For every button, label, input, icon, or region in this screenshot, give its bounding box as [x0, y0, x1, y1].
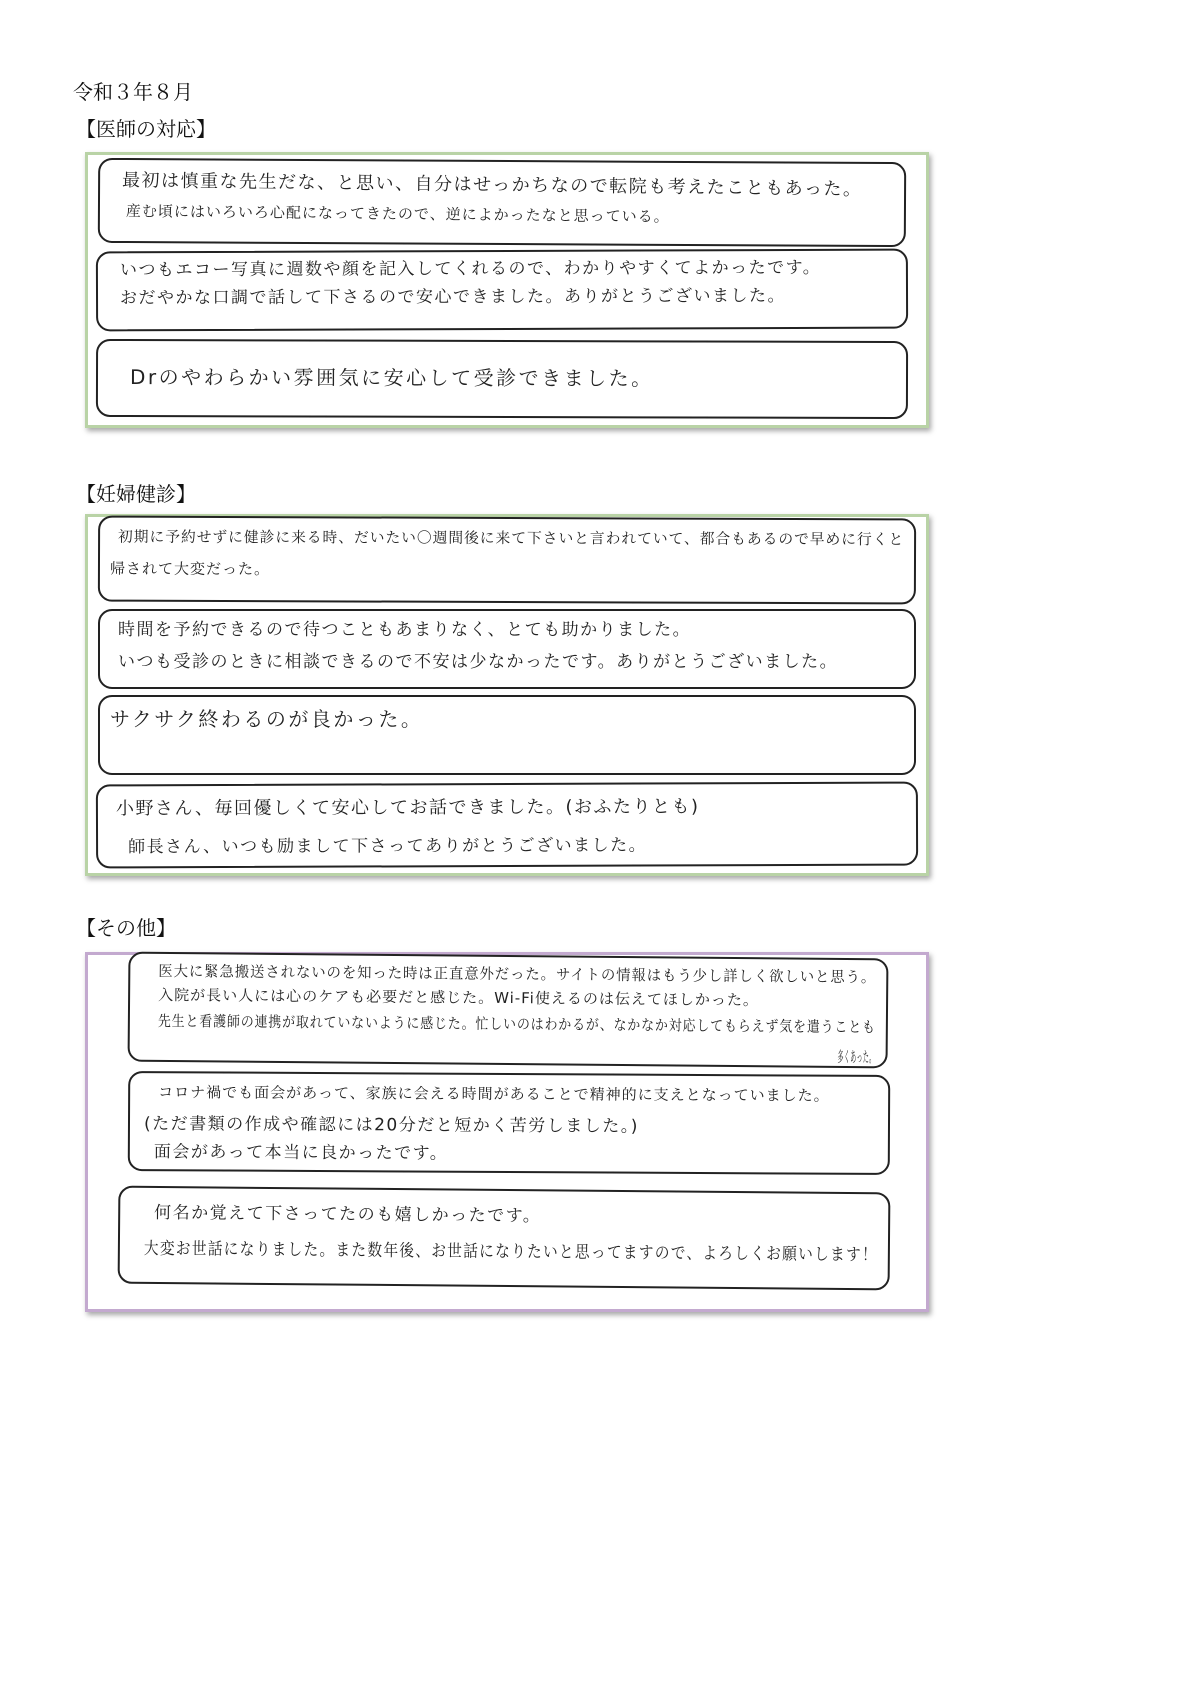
comment-box	[118, 1186, 891, 1291]
comment-box	[128, 952, 889, 1069]
comment-line: サクサク終わるのが良かった。	[110, 707, 424, 731]
comment-box	[98, 695, 916, 775]
comment-line: 何名か覚えて下さってたのも嬉しかったです。	[154, 1202, 542, 1227]
comment-line: いつもエコー写真に週数や顔を記入してくれるので、わかりやすくてよかったです。	[119, 257, 822, 281]
comment-box	[128, 1071, 891, 1175]
comment-box	[96, 782, 918, 869]
scanned-comments-other	[85, 952, 929, 1312]
comment-box	[98, 158, 906, 247]
comment-box	[98, 516, 916, 605]
section-title-checkup: 【妊婦健診】	[76, 482, 196, 506]
comment-line: 最初は慎重な先生だな、と思い、自分はせっかちなので転院も考えたこともあった。	[121, 170, 863, 201]
comment-line: 時間を予約できるので待つこともあまりなく、とても助かりました。	[118, 620, 692, 640]
scanned-comments-checkup	[85, 514, 929, 876]
section-title-other: 【その他】	[76, 916, 176, 940]
comment-box	[96, 339, 908, 419]
comment-line: 先生と看護師の連携が取れていないように感じた。忙しいのはわかるが、なかなか対応してもらえず気を遣うことも	[157, 1011, 876, 1037]
comment-line: 多くあった。	[837, 1047, 876, 1067]
comment-line: 帰されて大変だった。	[109, 559, 271, 579]
comment-line: 入院が長い人には心のケアも必要だと感じた。Wi-Fi使えるのは伝えてほしかった。	[158, 985, 759, 1010]
comment-line: 医大に緊急搬送されないのを知った時は正直意外だった。サイトの情報はもう少し詳しく欲しいと思う。	[158, 961, 877, 987]
comment-box	[98, 609, 916, 689]
comment-line: 産む頃にはいろいろ心配になってきたので、逆によかったなと思っている。	[125, 202, 670, 226]
comment-line: 初期に予約せずに健診に来る時、だいたい〇週間後に来て下さいと言われていて、都合もあるので早めに行くと	[118, 527, 905, 549]
comment-line: 面会があって本当に良かったです。	[153, 1142, 449, 1164]
comment-line: コロナ禍でも面会があって、家族に会える時間があることで精神的に支えとなっていました。	[158, 1083, 830, 1105]
comment-line: いつも受診のときに相談できるので不安は少なかったです。ありがとうございました。	[118, 652, 839, 672]
comment-line: Drのやわらかい雰囲気に安心して受診できました。	[129, 365, 654, 391]
scanned-comments-doctor	[85, 152, 929, 428]
comment-line: (ただ書類の作成や確認には20分だと短かく苦労しました。)	[143, 1114, 639, 1137]
comment-line: 大変お世話になりました。また数年後、お世話になりたいと思ってますので、よろしくお願いします！	[143, 1238, 879, 1266]
comment-box	[96, 249, 908, 332]
comment-line: 師長さん、いつも励まして下さってありがとうございました。	[128, 835, 648, 858]
comment-line: おだやかな口調で話して下さるので安心できました。ありがとうございました。	[119, 286, 787, 309]
section-title-doctor: 【医師の対応】	[76, 117, 216, 141]
document-date: 令和３年８月	[73, 80, 193, 104]
comment-line: 小野さん、毎回優しくて安心してお話できました。(おふたりとも)	[115, 796, 700, 820]
